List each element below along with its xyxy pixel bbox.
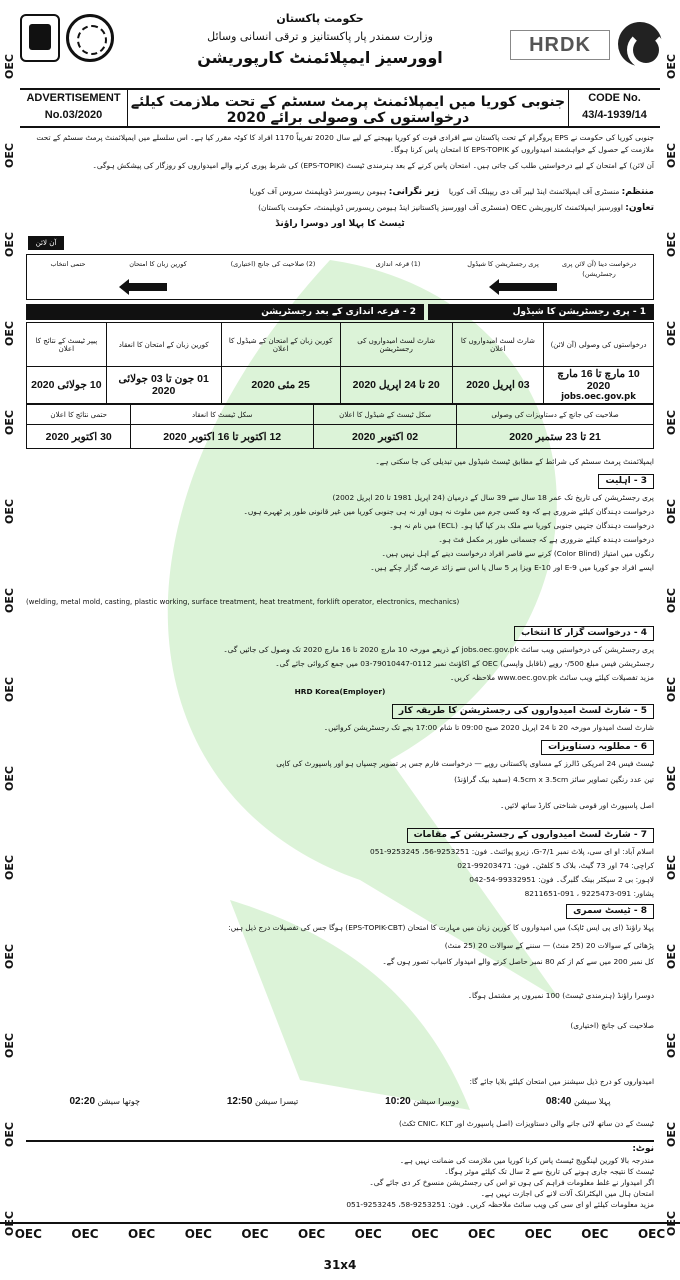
flow-arrow	[497, 283, 557, 291]
right-oec-strip	[662, 54, 680, 1236]
schedule-value: 02 اکتوبر 2020	[314, 425, 457, 449]
schedule-value: 21 تا 23 ستمبر 2020	[457, 425, 654, 449]
bottom-label: OEC	[241, 1227, 269, 1241]
hrdk-emblem-icon	[618, 22, 662, 66]
bottom-label: OEC	[128, 1227, 156, 1241]
side-label: OEC	[2, 232, 16, 257]
schedule-value: 10 جولائی 2020	[27, 367, 107, 404]
supervision-label: زیر نگرانی:	[388, 187, 440, 197]
side-label: OEC	[2, 944, 16, 969]
side-label: OEC	[2, 766, 16, 791]
cooperation-value: اوورسیز ایمپلائمنٹ کارپوریشن OEC (منسٹری آف اوورسیز پاکستانیز اینڈ ہیومن ریسورس ڈویلپمنٹ، حکومت پاکستان)	[258, 203, 623, 212]
session-item	[546, 1096, 611, 1108]
side-label: OEC	[664, 766, 678, 791]
section-documents	[541, 740, 654, 755]
side-label: OEC	[664, 1033, 678, 1058]
session-label: پہلا سیشن	[573, 1097, 611, 1106]
center-line: پشاور: 091-9225473 ، 091-8211651	[524, 889, 654, 898]
docs-fee: ٹیسٹ فیس 24 امریکی ڈالرز کے مساوی پاکستانی روپے	[484, 759, 654, 768]
center-line: لاہور: بی 2 سیکٹر بینک گلبرگ۔ فون: 99332951-54-042	[469, 875, 654, 884]
header	[0, 4, 680, 90]
eligibility-line: پری رجسٹریشن کی تاریخ تک عمر 18 سال سے 39 سال کے درمیان (24 اپریل 1981 تا 20 اپریل 2002)	[332, 493, 654, 502]
bottom-label: OEC	[71, 1227, 99, 1241]
schedule-header: شارٹ لسٹ امیدواروں کی رجسٹریشن	[340, 323, 452, 367]
test-line: پہلا راؤنڈ (ای پی ایس ٹاپک) میں امیدواروں کا کورین زبان میں مہارت کا امتحان (EPS-TOPIK-CBT) ہوگا جس کی تفصیلات درج ذیل ہیں:	[228, 923, 654, 932]
notes-box	[26, 1140, 654, 1216]
government-emblem-icon	[20, 14, 60, 62]
test-line: صلاحیت کی جانچ (اختیاری)	[570, 1021, 654, 1030]
test-line: کل نمبر 200 میں سے کم از کم 80 نمبر حاصل کرنے والے امیدوار کامیاب تصور ہوں گے۔	[382, 957, 654, 966]
schedule-header: سکل ٹیسٹ کا انعقاد	[131, 405, 314, 425]
bottom-label: OEC	[298, 1227, 326, 1241]
cooperation-row	[26, 202, 654, 214]
side-label: OEC	[664, 855, 678, 880]
employer-text: HRD Korea(Employer)	[294, 687, 386, 696]
schedule-table	[26, 322, 654, 404]
test-rounds-line: ٹیسٹ کا پہلا اور دوسرا راؤنڈ	[275, 219, 405, 229]
side-label: OEC	[2, 1122, 16, 1147]
sessions-row	[26, 1096, 654, 1108]
note-line: امتحان ہال میں الیکٹرانک آلات لانے کی اجازت نہیں ہے۔	[480, 1189, 654, 1198]
schedule-header: سکل ٹیسٹ کے شیڈول کا اعلان	[314, 405, 457, 425]
note-line: مزید معلومات کیلئے او ای سی کی ویب سائٹ ملاحظہ کریں۔ فون: 9253251-58، 9253245-051	[346, 1200, 654, 1209]
section-title: 3 - اہلیت	[598, 474, 654, 489]
bottom-label: OEC	[524, 1227, 552, 1241]
bottom-label: OEC	[14, 1227, 42, 1241]
supervision-value: ہیومن ریسورسز ڈویلپمنٹ سروس آف کوریا	[249, 187, 387, 196]
schedule-header: کورین زبان کے امتحان کا انعقاد	[106, 323, 221, 367]
organizer-value: منسٹری آف ایمپلائمنٹ اینڈ لیبر آف دی ریپبلک آف کوریا	[448, 187, 620, 196]
eligibility-line: ایسے افراد جو کوریا میں E-9 اور E-10 ویزا پر 5 سال یا اس سے زائد عرصہ گزار چکے ہیں۔	[370, 563, 654, 572]
schedule-header-row	[27, 405, 654, 425]
docs-line: ٹیسٹ فیس 24 امریکی ڈالرز کے مساوی پاکستانی روپے — درخواست فارم جس پر تصویر چسپاں ہو اور پاسپورٹ کی کاپی	[276, 759, 654, 768]
left-oec-strip	[0, 54, 18, 1236]
online-tag: آن لائن	[28, 236, 64, 250]
section-after-draw: 2 - قرعہ اندازی کے بعد رجسٹریشن	[26, 304, 424, 320]
schedule-header: حتمی نتائج کا اعلان	[27, 405, 131, 425]
schedule-header: شارٹ لسٹ امیدواروں کا اعلان	[452, 323, 543, 367]
side-label: OEC	[664, 410, 678, 435]
bottom-label: OEC	[184, 1227, 212, 1241]
test-docs-note: ٹیسٹ کے دن ساتھ لائی جانے والی دستاویزات (اصل پاسپورٹ اور CNIC، KLT ٹکٹ)	[398, 1119, 654, 1128]
schedule-value: 03 اپریل 2020	[452, 367, 543, 404]
test-line: دوسرا راؤنڈ (ہنرمندی ٹیسٹ) 100 نمبروں پر مشتمل ہوگا۔	[467, 991, 654, 1000]
side-label: OEC	[664, 1211, 678, 1236]
schedule-header: صلاحیت کی جانچ کے دستاویزات کی وصولی	[457, 405, 654, 425]
note-line: مندرجہ بالا کورین لینگویج ٹیسٹ پاس کرنا کوریا میں ملازمت کی ضمانت نہیں ہے۔	[399, 1156, 654, 1165]
side-label: OEC	[664, 1122, 678, 1147]
eligibility-line: رنگوں میں امتیاز (Color Blind) کرنے سے قاصر افراد درخواست دینے کے اہل نہیں ہیں۔	[381, 549, 654, 558]
registration-url-link[interactable]: jobs.oec.gov.pk	[561, 392, 636, 402]
process-flow	[26, 254, 654, 300]
side-label: OEC	[2, 588, 16, 613]
section-shortlist-registration	[392, 704, 654, 719]
side-label: OEC	[2, 1033, 16, 1058]
bottom-label: OEC	[637, 1227, 666, 1241]
bottom-label: OEC	[354, 1227, 382, 1241]
side-label: OEC	[2, 1211, 16, 1236]
organizer-row	[26, 186, 654, 198]
schedule-value: 25 مئی 2020	[221, 367, 340, 404]
flow-step-schedule: پری رجسٹریشن کا شیڈول	[467, 260, 539, 268]
bottom-oec-strip	[0, 1222, 680, 1244]
code-label: CODE No.	[588, 92, 641, 104]
trades-list: (welding, metal mold, casting, plastic working, surface treatment, heat treatment, forklift operator, electronics, mechanics)	[26, 598, 460, 606]
code-value: 43/4-1939/14	[582, 109, 647, 121]
session-label: دوسرا سیشن	[413, 1097, 459, 1106]
side-label: OEC	[2, 321, 16, 346]
apply-line: پری رجسٹریشن کی درخواستیں ویب سائٹ jobs.oec.gov.pk کے ذریعے مورخہ 10 مارچ 2020 تا 16 مارچ 2020 تک وصول کی جائیں گی۔	[223, 645, 654, 654]
schedule-header-row	[27, 323, 654, 367]
side-label: OEC	[2, 855, 16, 880]
schedule-table-2	[26, 404, 654, 449]
side-label: OEC	[664, 321, 678, 346]
notes-title: نوٹ:	[632, 1144, 654, 1154]
schedule-header: پیپر ٹیسٹ کے نتائج کا اعلان	[27, 323, 107, 367]
hrdk-logo: HRDK	[510, 30, 610, 60]
section-title: 8 - ٹیسٹ سمری	[566, 904, 654, 919]
side-label: OEC	[664, 143, 678, 168]
center-line: اسلام آباد: او ای سی، پلاٹ نمبر 1/G-7، زیرو پوائنٹ۔ فون: 9253251-56، 9253245-051	[370, 847, 654, 856]
flow-step-final: حتمی انتخاب	[50, 260, 86, 268]
test-line: امیدواروں کو درج ذیل سیشنز میں امتحان کیلئے بلایا جائے گا:	[469, 1077, 654, 1086]
section-title: 6 - مطلوبہ دستاویزات	[541, 740, 654, 755]
advertisement-box	[20, 90, 128, 126]
side-label: OEC	[664, 677, 678, 702]
side-label: OEC	[664, 499, 678, 524]
note-line: ٹیسٹ کا نتیجہ جاری ہونے کی تاریخ سے 2 سال تک کیلئے موثر ہوگا۔	[444, 1167, 654, 1176]
session-label: تیسرا سیشن	[254, 1097, 299, 1106]
oec-logo-icon	[66, 14, 114, 62]
schedule-value: 01 جون تا 03 جولائی 2020	[106, 367, 221, 404]
note-line: اگر امیدوار نے غلط معلومات فراہم کی ہوں تو اس کی رجسٹریشن منسوخ کر دی جائے گی۔	[369, 1178, 654, 1187]
session-time: 08:40	[545, 1096, 572, 1107]
session-time: 10:20	[385, 1096, 411, 1107]
flow-step-draw: (1) قرعہ اندازی	[375, 260, 421, 268]
flow-step-korean-test: کورین زبان کا امتحان	[129, 260, 187, 268]
section-title: 4 - درخواست گزار کا انتخاب	[514, 626, 654, 641]
code-box	[568, 90, 660, 126]
section-apply	[514, 626, 654, 641]
section-title: 5 - شارٹ لسٹ امیدواروں کی رجسٹریشن کا طریقہ کار	[392, 704, 654, 719]
eligibility-line: درخواست دہندگان کیلئے ضروری ہے کہ وہ کسی جرم میں ملوث نہ ہوں اور نہ ہی جنوبی کوریا میں غیر قانونی طور پر ٹھہرے ہوں۔	[243, 507, 654, 516]
title-row	[20, 88, 660, 128]
header-line-2: وزارت سمندر پار پاکستانیز و ترقی انسانی وسائل	[207, 30, 433, 43]
eligibility-line: درخواست دہندگان جنہیں جنوبی کوریا سے ملک بدر کیا گیا ہو۔ (ECL) میں نام نہ ہو۔	[389, 521, 654, 530]
schedule-value-row	[27, 367, 654, 404]
docs-line: تین عدد رنگین تصاویر سائز 4.5cm x 3.5cm (سفید بیک گراؤنڈ)	[454, 775, 654, 784]
docs-line: اصل پاسپورٹ اور قومی شناختی کارڈ ساتھ لائیں۔	[499, 801, 654, 810]
flow-step-apply: درخواست دینا (آن لائن پری رجسٹریشن)	[561, 260, 637, 278]
schedule-cell	[544, 367, 654, 404]
schedule-value-row	[27, 425, 654, 449]
session-time: 12:50	[226, 1096, 253, 1107]
session-item	[227, 1096, 298, 1108]
test-line: پڑھائی کے سوالات 20 (25 منٹ) — سننے کے سوالات 20 (25 منٹ)	[444, 941, 654, 950]
side-label: OEC	[664, 944, 678, 969]
side-label: OEC	[664, 232, 678, 257]
schedule-value: 12 اکتوبر تا 16 اکتوبر 2020	[131, 425, 314, 449]
section-eligibility	[598, 474, 654, 489]
organizer-label: منتظم:	[621, 187, 654, 197]
advertisement-number: No.03/2020	[44, 109, 103, 121]
apply-line: رجسٹریشن فیس مبلغ 500/- روپے (ناقابل واپسی) OEC کے اکاؤنٹ نمبر 0112-79010447-03 میں جمع کروائی جائے گی۔	[275, 659, 654, 668]
main-title: جنوبی کوریا میں ایمپلائمنٹ پرمٹ سسٹم کے تحت ملازمت کیلئے درخواستوں کی وصولی برائے 2020	[130, 94, 566, 126]
side-label: OEC	[2, 677, 16, 702]
intro-paragraph-2: آن لائن) کے امتحان کے لیے درخواستیں طلب کی جاتی ہیں۔ امتحان پاس کرنے کے بعد ہنرمندی ٹیسٹ (EPS-TOPIK) کی شرط پوری کرنے والے امیدواروں کو روزگار کی پیشکش ہوگی۔	[92, 161, 654, 170]
schedule-header: کورین زبان کے امتحان کے شیڈول کا اعلان	[221, 323, 340, 367]
header-line-3: اوورسیز ایمپلائمنٹ کارپوریشن	[197, 48, 443, 67]
advertisement-label: ADVERTISEMENT	[26, 92, 121, 104]
side-label: OEC	[2, 499, 16, 524]
section-pre-registration: 1 - پری رجسٹریشن کا شیڈول	[428, 304, 654, 320]
center-line: کراچی: 74 اور 73 گیٹ، بلاک 5 کلفٹن۔ فون: 99203471-021	[457, 861, 654, 870]
schedule-value: 30 اکتوبر 2020	[27, 425, 131, 449]
session-time: 02:20	[69, 1096, 96, 1107]
schedule-value: 10 مارچ تا 16 مارچ 2020	[557, 368, 640, 392]
section-title: 7 - شارٹ لسٹ امیدواروں کے رجسٹریشن کے مقامات	[407, 828, 654, 843]
side-label: OEC	[664, 54, 678, 79]
docs-form: درخواست فارم جس پر تصویر چسپاں ہو اور پاسپورٹ کی کاپی	[276, 759, 473, 768]
bottom-label: OEC	[411, 1227, 439, 1241]
apply-line: مزید تفصیلات کیلئے ویب سائٹ www.oec.gov.pk ملاحظہ کریں۔	[449, 673, 654, 682]
side-label: OEC	[2, 410, 16, 435]
bottom-label: OEC	[581, 1227, 609, 1241]
session-label: چوتھا سیشن	[97, 1097, 140, 1106]
header-line-1: حکومت پاکستان	[276, 12, 364, 25]
schedule-header: درخواستوں کی وصولی (آن لائن)	[544, 323, 654, 367]
side-label: OEC	[2, 143, 16, 168]
intro-paragraph-1: جنوبی کوریا کی حکومت نے EPS پروگرام کے تحت پاکستان سے افرادی قوت کو کوریا بھیجنے کے لیے سال 2020 تقریباً 1170 افراد کا کوٹہ مقرر کیا ہے۔ اس سلسلے میں ایمپلائمنٹ پرمٹ سسٹم کے تحت ملازمت کے حصول کے خواہشمند امیدواروں کو EPS-TOPIK کا امتحان پاس کرنا ہوگا۔	[36, 133, 654, 154]
schedule-note: ایمپلائمنٹ پرمٹ سسٹم کی شرائط کے مطابق ٹیسٹ شیڈول میں تبدیلی کی جا سکتی ہے۔	[375, 457, 654, 466]
section-test-summary	[566, 904, 654, 919]
size-footer: 31x4	[323, 1258, 357, 1272]
session-item	[69, 1096, 139, 1108]
section-centers	[407, 828, 654, 843]
flow-step-skill: (2) صلاحیت کی جانچ (اختیاری)	[230, 260, 316, 268]
bottom-label: OEC	[467, 1227, 496, 1241]
schedule-value: 20 تا 24 اپریل 2020	[340, 367, 452, 404]
side-label: OEC	[2, 54, 16, 79]
cooperation-label: تعاون:	[625, 203, 654, 213]
eligibility-line: درخواست دہندہ کیلئے ضروری ہے کہ جسمانی طور پر مکمل فٹ ہو۔	[438, 535, 654, 544]
side-label: OEC	[664, 588, 678, 613]
flow-arrow	[127, 283, 167, 291]
session-item	[385, 1096, 459, 1108]
shortlist-line: شارٹ لسٹ امیدوار مورخہ 20 تا 24 اپریل 2020 صبح 09:00 تا شام 17:00 بجے تک رجسٹریشن کروائیں۔	[323, 723, 654, 732]
